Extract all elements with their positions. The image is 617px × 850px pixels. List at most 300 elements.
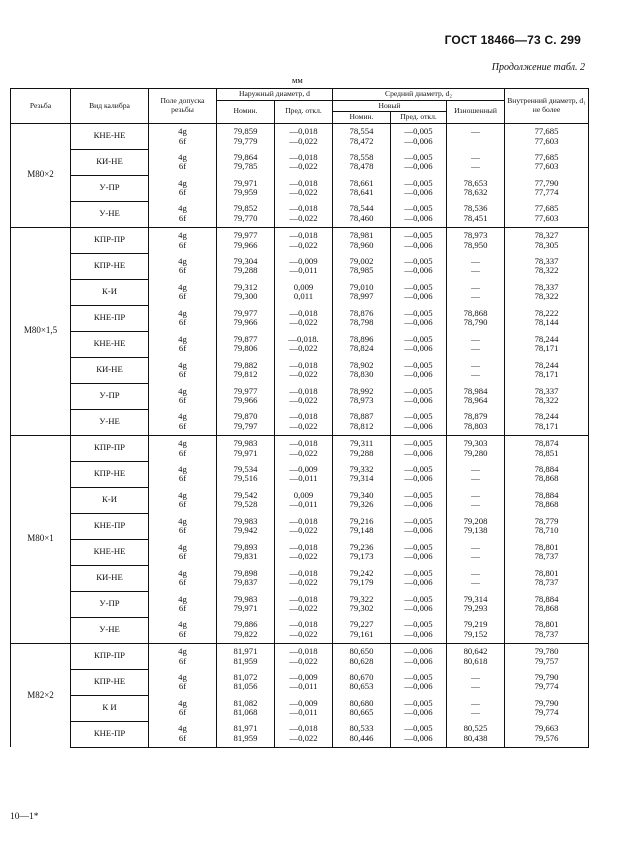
worn-line-4g: 78,879 — [463, 411, 488, 422]
tolerance-line-4g: 4g — [178, 671, 187, 682]
outer-deviation-line-6f: —0,022 — [289, 239, 318, 250]
pitch-nominal-line-4g: 79,002 — [349, 255, 374, 266]
pitch-nominal-line-6f: 78,960 — [349, 239, 374, 250]
outer-nominal-line-4g: 79,983 — [233, 593, 258, 604]
pitch-nominal-values — [333, 383, 391, 409]
thread-size: M80×2 — [11, 123, 71, 227]
pitch-nominal-line-6f: 80,665 — [349, 707, 374, 718]
outer-nominal-values — [217, 331, 275, 357]
col-pitch-diameter: Средний диаметр, d₂ — [333, 89, 505, 101]
table-row — [11, 149, 589, 175]
pitch-nominal-line-6f: 78,830 — [349, 369, 374, 380]
pitch-nominal-values — [333, 461, 391, 487]
worn-line-4g: — — [471, 359, 480, 370]
outer-nominal-line-4g: 79,852 — [233, 203, 258, 214]
tolerance-line-4g: 4g — [178, 151, 187, 162]
inner-diameter-values — [505, 591, 589, 617]
pitch-deviation-line-4g: —0,005 — [404, 385, 433, 396]
inner-diameter-line-4g: 77,685 — [534, 203, 559, 214]
pitch-nominal-line-4g: 79,322 — [349, 593, 374, 604]
outer-deviation-line-6f: —0,022 — [289, 525, 318, 536]
outer-deviation-line-6f: —0,022 — [289, 343, 318, 354]
pitch-deviation-line-6f: —0,006 — [404, 135, 433, 146]
outer-nominal-line-6f: 81,056 — [233, 681, 258, 692]
pitch-deviation-line-4g: —0,005 — [404, 463, 433, 474]
inner-diameter-values — [505, 331, 589, 357]
worn-line-6f: 80,438 — [463, 733, 488, 744]
outer-nominal-line-6f: 81,959 — [233, 733, 258, 744]
table-row — [11, 695, 589, 721]
outer-deviation-line-6f: —0,022 — [289, 369, 318, 380]
thread-size: M80×1 — [11, 435, 71, 643]
pitch-nominal-line-4g: 79,340 — [349, 489, 374, 500]
worn-line-6f: 80,618 — [463, 655, 488, 666]
inner-diameter-line-6f: 79,774 — [534, 681, 559, 692]
inner-diameter-values — [505, 643, 589, 669]
outer-deviation-values — [275, 487, 333, 513]
pitch-nominal-line-6f: 79,314 — [349, 473, 374, 484]
pitch-deviation-values — [391, 409, 447, 435]
gauge-type: К И — [71, 695, 149, 721]
tolerance-values — [149, 357, 217, 383]
outer-deviation-values — [275, 149, 333, 175]
pitch-nominal-line-6f: 78,641 — [349, 187, 374, 198]
pitch-deviation-values — [391, 591, 447, 617]
worn-line-6f: 78,950 — [463, 239, 488, 250]
inner-diameter-line-6f: 78,171 — [534, 421, 559, 432]
tolerance-values — [149, 409, 217, 435]
inner-diameter-line-4g: 78,337 — [534, 255, 559, 266]
inner-diameter-values — [505, 175, 589, 201]
worn-line-6f: 79,280 — [463, 447, 488, 458]
outer-nominal-values — [217, 305, 275, 331]
col-outer-nominal: Номин. — [217, 100, 275, 123]
worn-values — [447, 695, 505, 721]
table-row — [11, 669, 589, 695]
pitch-deviation-line-6f: —0,006 — [404, 161, 433, 172]
gauge-type: У-ПР — [71, 383, 149, 409]
outer-nominal-values — [217, 409, 275, 435]
col-pitch-deviation: Пред. откл. — [391, 112, 447, 124]
outer-deviation-values — [275, 175, 333, 201]
col-tolerance: Поле допуска резьбы — [149, 89, 217, 124]
pitch-nominal-line-6f: 78,997 — [349, 291, 374, 302]
inner-diameter-values — [505, 695, 589, 721]
worn-values — [447, 305, 505, 331]
outer-deviation-values — [275, 461, 333, 487]
outer-deviation-line-6f: —0,022 — [289, 603, 318, 614]
outer-nominal-line-4g: 79,977 — [233, 385, 258, 396]
worn-values — [447, 591, 505, 617]
pitch-deviation-line-4g: —0,005 — [404, 281, 433, 292]
outer-nominal-line-6f: 79,300 — [233, 291, 258, 302]
inner-diameter-line-6f: 77,603 — [534, 161, 559, 172]
tolerance-values — [149, 175, 217, 201]
outer-deviation-values — [275, 201, 333, 227]
pitch-nominal-line-4g: 80,670 — [349, 671, 374, 682]
worn-line-4g: 80,525 — [463, 723, 488, 734]
inner-diameter-line-4g: 78,337 — [534, 385, 559, 396]
worn-line-6f: 79,138 — [463, 525, 488, 536]
gauge-type: У-НЕ — [71, 409, 149, 435]
table-row — [11, 123, 589, 149]
outer-nominal-values — [217, 487, 275, 513]
outer-nominal-values — [217, 669, 275, 695]
outer-deviation-values — [275, 695, 333, 721]
pitch-deviation-line-4g: —0,005 — [404, 697, 433, 708]
outer-nominal-line-6f: 79,831 — [233, 551, 258, 562]
worn-values — [447, 487, 505, 513]
tolerance-line-6f: 6f — [178, 369, 187, 380]
worn-line-4g: — — [471, 151, 480, 162]
outer-deviation-line-6f: —0,011 — [289, 681, 318, 692]
pitch-nominal-line-4g: 78,558 — [349, 151, 374, 162]
worn-values — [447, 279, 505, 305]
pitch-nominal-line-6f: 78,985 — [349, 265, 374, 276]
outer-nominal-line-6f: 79,966 — [233, 317, 258, 328]
pitch-nominal-values — [333, 695, 391, 721]
outer-nominal-line-6f: 79,288 — [233, 265, 258, 276]
pitch-nominal-line-6f: 79,326 — [349, 499, 374, 510]
pitch-nominal-line-6f: 78,812 — [349, 421, 374, 432]
table-row — [11, 201, 589, 227]
inner-diameter-line-4g: 78,327 — [534, 229, 559, 240]
outer-deviation-line-6f: —0,022 — [289, 447, 318, 458]
thread-size: M80×1,5 — [11, 227, 71, 435]
outer-deviation-line-4g: —0,018 — [289, 359, 318, 370]
outer-nominal-values — [217, 565, 275, 591]
pitch-nominal-line-4g: 79,010 — [349, 281, 374, 292]
worn-values — [447, 175, 505, 201]
table-row — [11, 253, 589, 279]
worn-line-4g: 78,536 — [463, 203, 488, 214]
gauge-type: КНЕ-ПР — [71, 513, 149, 539]
tolerance-line-4g: 4g — [178, 333, 187, 344]
worn-line-6f: 78,632 — [463, 187, 488, 198]
gauge-type: У-ПР — [71, 591, 149, 617]
worn-values — [447, 565, 505, 591]
outer-nominal-values — [217, 279, 275, 305]
inner-diameter-line-4g: 79,790 — [534, 697, 559, 708]
outer-nominal-line-4g: 79,859 — [233, 125, 258, 136]
tolerance-line-4g: 4g — [178, 359, 187, 370]
col-gauge: Вид калибра — [71, 89, 149, 124]
pitch-nominal-line-4g: 78,992 — [349, 385, 374, 396]
outer-deviation-values — [275, 643, 333, 669]
tolerance-line-6f: 6f — [178, 733, 187, 744]
pitch-nominal-line-6f: 79,302 — [349, 603, 374, 614]
outer-deviation-values — [275, 591, 333, 617]
page-header — [0, 0, 617, 90]
gauge-type: КПР-НЕ — [71, 253, 149, 279]
inner-diameter-values — [505, 461, 589, 487]
worn-values — [447, 123, 505, 149]
outer-deviation-values — [275, 565, 333, 591]
col-inner-diameter: Внутренний диаметр, d₁ не более — [505, 89, 589, 124]
outer-deviation-line-4g: —0,009 — [289, 671, 318, 682]
pitch-nominal-line-6f: 79,288 — [349, 447, 374, 458]
inner-diameter-values — [505, 539, 589, 565]
tolerance-line-6f: 6f — [178, 655, 187, 666]
outer-deviation-line-4g: —0,018. — [288, 333, 319, 344]
outer-nominal-line-4g: 79,983 — [233, 515, 258, 526]
outer-nominal-line-6f: 79,822 — [233, 629, 258, 640]
table-row — [11, 487, 589, 513]
pitch-nominal-line-6f: 79,161 — [349, 629, 374, 640]
outer-deviation-line-4g: —0,018 — [289, 177, 318, 188]
table-row — [11, 461, 589, 487]
pitch-nominal-values — [333, 617, 391, 643]
inner-diameter-line-4g: 79,780 — [534, 645, 559, 656]
col-pitch-nominal: Номин. — [333, 112, 391, 124]
pitch-nominal-line-6f: 78,824 — [349, 343, 374, 354]
tolerance-line-4g: 4g — [178, 411, 187, 422]
outer-nominal-line-6f: 79,959 — [233, 187, 258, 198]
table-row — [11, 617, 589, 643]
pitch-deviation-line-6f: —0,006 — [404, 343, 433, 354]
pitch-nominal-line-4g: 79,216 — [349, 515, 374, 526]
inner-diameter-line-6f: 78,171 — [534, 343, 559, 354]
pitch-nominal-line-4g: 78,887 — [349, 411, 374, 422]
pitch-deviation-line-4g: —0,005 — [404, 333, 433, 344]
inner-diameter-line-6f: 78,851 — [534, 447, 559, 458]
pitch-nominal-line-6f: 79,148 — [349, 525, 374, 536]
inner-diameter-values — [505, 149, 589, 175]
tolerance-line-6f: 6f — [178, 291, 187, 302]
tolerance-line-6f: 6f — [178, 265, 187, 276]
tolerance-line-4g: 4g — [178, 437, 187, 448]
inner-diameter-line-6f: 78,305 — [534, 239, 559, 250]
worn-line-4g: — — [471, 567, 480, 578]
table-row — [11, 331, 589, 357]
inner-diameter-line-4g: 78,884 — [534, 489, 559, 500]
worn-line-4g: — — [471, 255, 480, 266]
pitch-deviation-line-4g: —0,005 — [404, 177, 433, 188]
tolerance-line-4g: 4g — [178, 125, 187, 136]
pitch-deviation-line-4g: —0,005 — [404, 255, 433, 266]
pitch-nominal-values — [333, 149, 391, 175]
pitch-nominal-line-6f: 79,179 — [349, 577, 374, 588]
outer-nominal-values — [217, 175, 275, 201]
tolerance-values — [149, 721, 217, 747]
table-continuation-note: Продолжение табл. 2 — [491, 62, 585, 73]
worn-values — [447, 435, 505, 461]
inner-diameter-values — [505, 279, 589, 305]
worn-line-4g: — — [471, 125, 480, 136]
outer-deviation-line-6f: —0,022 — [289, 733, 318, 744]
outer-deviation-values — [275, 123, 333, 149]
pitch-deviation-line-6f: —0,006 — [404, 499, 433, 510]
worn-values — [447, 409, 505, 435]
pitch-deviation-line-6f: —0,006 — [404, 551, 433, 562]
gauge-type: КНЕ-НЕ — [71, 331, 149, 357]
table-row — [11, 409, 589, 435]
inner-diameter-line-6f: 78,868 — [534, 603, 559, 614]
worn-line-4g: 79,314 — [463, 593, 488, 604]
tolerance-values — [149, 643, 217, 669]
pitch-nominal-values — [333, 409, 391, 435]
outer-nominal-line-4g: 79,877 — [233, 333, 258, 344]
tolerance-line-6f: 6f — [178, 629, 187, 640]
pitch-nominal-values — [333, 513, 391, 539]
tolerance-values — [149, 331, 217, 357]
pitch-deviation-values — [391, 669, 447, 695]
pitch-deviation-line-6f: —0,006 — [404, 629, 433, 640]
worn-line-6f: — — [471, 577, 480, 588]
outer-deviation-values — [275, 669, 333, 695]
pitch-nominal-line-4g: 78,661 — [349, 177, 374, 188]
outer-deviation-values — [275, 721, 333, 747]
pitch-nominal-values — [333, 253, 391, 279]
inner-diameter-values — [505, 721, 589, 747]
outer-nominal-line-4g: 79,977 — [233, 229, 258, 240]
pitch-nominal-values — [333, 591, 391, 617]
tolerance-line-4g: 4g — [178, 203, 187, 214]
pitch-nominal-values — [333, 305, 391, 331]
table-row — [11, 227, 589, 253]
tolerance-line-4g: 4g — [178, 645, 187, 656]
pitch-deviation-line-6f: —0,006 — [404, 239, 433, 250]
tolerance-values — [149, 565, 217, 591]
pitch-deviation-values — [391, 461, 447, 487]
pitch-nominal-values — [333, 669, 391, 695]
outer-nominal-line-4g: 79,886 — [233, 619, 258, 630]
inner-diameter-line-4g: 78,337 — [534, 281, 559, 292]
tolerance-line-4g: 4g — [178, 307, 187, 318]
inner-diameter-line-6f: 77,603 — [534, 135, 559, 146]
outer-nominal-values — [217, 253, 275, 279]
pitch-deviation-line-6f: —0,006 — [404, 733, 433, 744]
pitch-nominal-values — [333, 539, 391, 565]
gauge-type: КНЕ-ПР — [71, 305, 149, 331]
tolerance-line-4g: 4g — [178, 567, 187, 578]
outer-deviation-line-6f: —0,022 — [289, 135, 318, 146]
pitch-nominal-values — [333, 227, 391, 253]
pitch-nominal-line-4g: 78,902 — [349, 359, 374, 370]
inner-diameter-values — [505, 487, 589, 513]
inner-diameter-line-4g: 78,884 — [534, 463, 559, 474]
outer-deviation-line-4g: —0,018 — [289, 125, 318, 136]
tolerance-values — [149, 539, 217, 565]
inner-diameter-line-4g: 78,874 — [534, 437, 559, 448]
worn-line-6f — [449, 137, 502, 147]
table-row — [11, 357, 589, 383]
pitch-deviation-values — [391, 617, 447, 643]
pitch-deviation-line-6f: —0,006 — [404, 369, 433, 380]
pitch-nominal-values — [333, 175, 391, 201]
tolerance-values — [149, 149, 217, 175]
pitch-nominal-line-4g: 80,680 — [349, 697, 374, 708]
gauge-type: КНЕ-НЕ — [71, 539, 149, 565]
outer-deviation-values — [275, 253, 333, 279]
tolerance-line-6f: 6f — [178, 317, 187, 328]
pitch-deviation-values — [391, 383, 447, 409]
outer-deviation-line-4g: —0,018 — [289, 151, 318, 162]
gauge-type: К-И — [71, 487, 149, 513]
thread-size: M82×2 — [11, 643, 71, 747]
col-outer-deviation: Пред. откл. — [275, 100, 333, 123]
worn-line-4g: — — [471, 541, 480, 552]
worn-line-6f: — — [471, 369, 480, 380]
pitch-nominal-line-4g: 78,981 — [349, 229, 374, 240]
outer-nominal-line-6f: 79,779 — [233, 135, 258, 146]
inner-diameter-line-6f: 79,576 — [534, 733, 559, 744]
outer-deviation-line-4g: —0,018 — [289, 515, 318, 526]
pitch-nominal-line-6f: 78,472 — [349, 135, 374, 146]
outer-nominal-values — [217, 435, 275, 461]
inner-diameter-line-6f: 79,774 — [534, 707, 559, 718]
pitch-deviation-line-6f: —0,006 — [404, 577, 433, 588]
tolerance-line-4g: 4g — [178, 593, 187, 604]
pitch-deviation-values — [391, 149, 447, 175]
worn-line-6f: — — [471, 265, 480, 276]
outer-nominal-line-6f: 79,966 — [233, 239, 258, 250]
outer-deviation-line-4g: —0,009 — [289, 463, 318, 474]
worn-values — [447, 721, 505, 747]
inner-diameter-values — [505, 409, 589, 435]
tolerance-line-6f: 6f — [178, 187, 187, 198]
tolerance-line-4g: 4g — [178, 541, 187, 552]
outer-deviation-line-6f: —0,011 — [289, 499, 318, 510]
pitch-nominal-line-6f: 78,973 — [349, 395, 374, 406]
pitch-deviation-line-6f: —0,006 — [404, 213, 433, 224]
outer-nominal-values — [217, 617, 275, 643]
pitch-nominal-line-4g: 79,227 — [349, 619, 374, 630]
pitch-deviation-line-4g: —0,005 — [404, 593, 433, 604]
gauge-type: КИ-НЕ — [71, 357, 149, 383]
table-row — [11, 513, 589, 539]
worn-line-6f: — — [471, 551, 480, 562]
outer-deviation-line-6f: —0,011 — [289, 473, 318, 484]
worn-line-4g: 78,868 — [463, 307, 488, 318]
tolerance-line-6f: 6f — [178, 551, 187, 562]
inner-diameter-values — [505, 383, 589, 409]
outer-deviation-line-6f: —0,022 — [289, 317, 318, 328]
inner-diameter-values — [505, 669, 589, 695]
tolerance-line-6f: 6f — [178, 525, 187, 536]
outer-nominal-line-4g: 79,882 — [233, 359, 258, 370]
tolerance-line-4g: 4g — [178, 515, 187, 526]
pitch-deviation-line-6f: —0,006 — [404, 447, 433, 458]
worn-values — [447, 357, 505, 383]
pitch-nominal-values — [333, 331, 391, 357]
tolerance-line-4g: 4g — [178, 385, 187, 396]
tolerance-line-4g: 4g — [178, 177, 187, 188]
tolerance-values — [149, 617, 217, 643]
worn-values — [447, 669, 505, 695]
pitch-nominal-values — [333, 279, 391, 305]
inner-diameter-values — [505, 305, 589, 331]
outer-deviation-values — [275, 383, 333, 409]
outer-deviation-values — [275, 539, 333, 565]
inner-diameter-line-6f: 77,774 — [534, 187, 559, 198]
inner-diameter-line-6f: 78,710 — [534, 525, 559, 536]
pitch-deviation-values — [391, 695, 447, 721]
outer-nominal-values — [217, 383, 275, 409]
pitch-deviation-values — [391, 175, 447, 201]
inner-diameter-line-4g: 78,244 — [534, 333, 559, 344]
outer-deviation-line-4g: —0,018 — [289, 645, 318, 656]
pitch-nominal-line-4g: 80,650 — [349, 645, 374, 656]
unit-label: мм — [292, 75, 303, 85]
gauge-type: КПР-ПР — [71, 227, 149, 253]
inner-diameter-line-4g: 78,801 — [534, 541, 559, 552]
gauge-type: У-НЕ — [71, 201, 149, 227]
outer-nominal-line-6f: 79,812 — [233, 369, 258, 380]
pitch-deviation-values — [391, 305, 447, 331]
inner-diameter-line-4g: 77,790 — [534, 177, 559, 188]
worn-line-6f: 78,451 — [463, 213, 488, 224]
